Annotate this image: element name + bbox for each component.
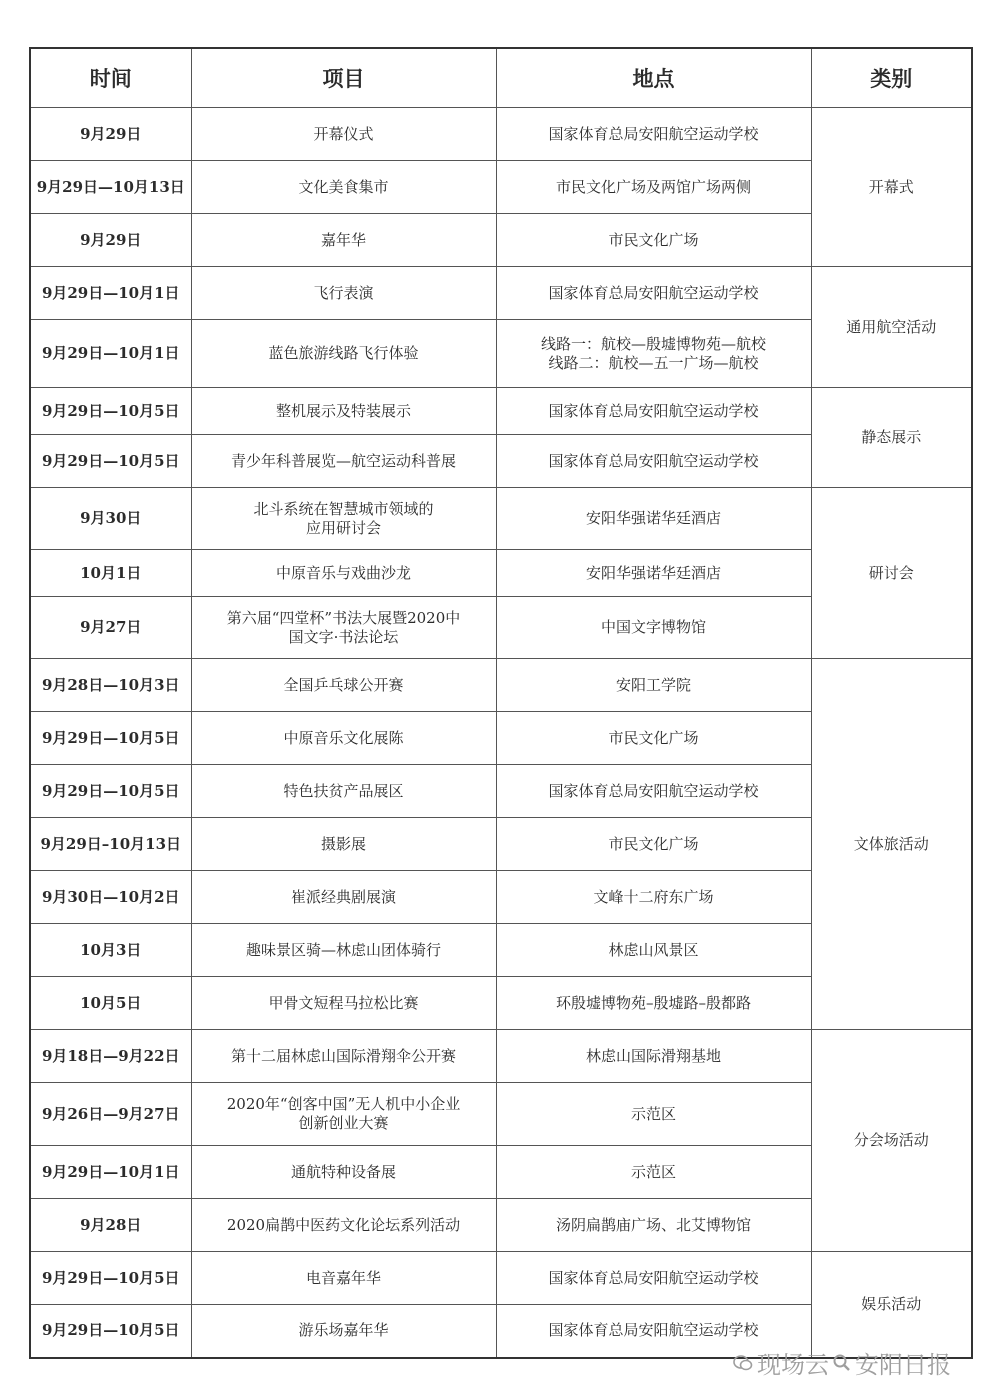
place-cell: 国家体育总局安阳航空运动学校 [496, 765, 811, 818]
place-cell: 国家体育总局安阳航空运动学校 [496, 108, 811, 161]
time-cell: 9月18日—9月22日 [30, 1030, 191, 1083]
time-cell: 9月26日—9月27日 [30, 1083, 191, 1146]
time-cell: 9月29日—10月5日 [30, 1252, 191, 1305]
item-cell: 整机展示及特装展示 [191, 388, 496, 435]
item-cell: 摄影展 [191, 818, 496, 871]
schedule-table [29, 47, 973, 1359]
place-cell: 市民文化广场 [496, 214, 811, 267]
place-cell: 安阳华强诺华廷酒店 [496, 550, 811, 597]
time-cell: 9月29日 [30, 108, 191, 161]
watermark-text-2: 安阳日报 [855, 1351, 951, 1379]
category-cell: 娱乐活动 [811, 1252, 972, 1358]
time-cell: 9月29日—10月1日 [30, 267, 191, 320]
time-cell: 9月29日—10月1日 [30, 320, 191, 388]
time-cell: 9月29日 [30, 214, 191, 267]
watermark-text-1: 现场云 [757, 1351, 829, 1379]
table-row [30, 1252, 972, 1305]
category-cell: 开幕式 [811, 108, 972, 267]
time-cell: 9月30日—10月2日 [30, 871, 191, 924]
item-cell: 北斗系统在智慧城市领域的 应用研讨会 [191, 488, 496, 550]
table-body [30, 108, 972, 1358]
item-cell: 2020年“创客中国”无人机中小企业 创新创业大赛 [191, 1083, 496, 1146]
item-cell: 飞行表演 [191, 267, 496, 320]
item-cell: 文化美食集市 [191, 161, 496, 214]
item-cell: 甲骨文短程马拉松比赛 [191, 977, 496, 1030]
place-cell: 市民文化广场及两馆广场两侧 [496, 161, 811, 214]
header-category: 类别 [811, 48, 972, 108]
category-cell: 研讨会 [811, 488, 972, 659]
item-cell: 崔派经典剧展演 [191, 871, 496, 924]
time-cell: 10月1日 [30, 550, 191, 597]
item-cell: 开幕仪式 [191, 108, 496, 161]
table-row [30, 488, 972, 550]
time-cell: 9月29日—10月5日 [30, 1305, 191, 1358]
place-cell: 示范区 [496, 1146, 811, 1199]
place-cell: 国家体育总局安阳航空运动学校 [496, 1252, 811, 1305]
item-cell: 中原音乐文化展陈 [191, 712, 496, 765]
item-cell: 趣味景区骑—林虑山团体骑行 [191, 924, 496, 977]
place-cell: 林虑山风景区 [496, 924, 811, 977]
item-cell: 第十二届林虑山国际滑翔伞公开赛 [191, 1030, 496, 1083]
place-cell: 国家体育总局安阳航空运动学校 [496, 267, 811, 320]
time-cell: 9月29日—10月5日 [30, 765, 191, 818]
item-cell: 通航特种设备展 [191, 1146, 496, 1199]
place-cell: 安阳工学院 [496, 659, 811, 712]
time-cell: 9月28日 [30, 1199, 191, 1252]
category-cell: 文体旅活动 [811, 659, 972, 1030]
time-cell: 9月29日—10月5日 [30, 712, 191, 765]
place-cell: 线路一：航校—殷墟博物苑—航校 线路二：航校—五一广场—航校 [496, 320, 811, 388]
time-cell: 9月29日—10月5日 [30, 388, 191, 435]
category-cell: 分会场活动 [811, 1030, 972, 1252]
time-cell: 9月27日 [30, 597, 191, 659]
table-row [30, 659, 972, 712]
item-cell: 电音嘉年华 [191, 1252, 496, 1305]
place-cell: 林虑山国际滑翔基地 [496, 1030, 811, 1083]
item-cell: 嘉年华 [191, 214, 496, 267]
category-cell: 静态展示 [811, 388, 972, 488]
header-item: 项目 [191, 48, 496, 108]
time-cell: 9月30日 [30, 488, 191, 550]
header-row [30, 48, 972, 108]
place-cell: 市民文化广场 [496, 712, 811, 765]
item-cell: 全国乒乓球公开赛 [191, 659, 496, 712]
item-cell: 中原音乐与戏曲沙龙 [191, 550, 496, 597]
place-cell: 文峰十二府东广场 [496, 871, 811, 924]
header-time: 时间 [30, 48, 191, 108]
item-cell: 蓝色旅游线路飞行体验 [191, 320, 496, 388]
wechat-icon [733, 1353, 753, 1373]
place-cell: 国家体育总局安阳航空运动学校 [496, 388, 811, 435]
place-cell: 安阳华强诺华廷酒店 [496, 488, 811, 550]
search-icon [832, 1353, 852, 1373]
item-cell: 第六届“四堂杯”书法大展暨2020中 国文字·书法论坛 [191, 597, 496, 659]
time-cell: 10月5日 [30, 977, 191, 1030]
place-cell: 汤阴扁鹊庙广场、北艾博物馆 [496, 1199, 811, 1252]
time-cell: 9月29日—10月5日 [30, 435, 191, 488]
place-cell: 市民文化广场 [496, 818, 811, 871]
table-row [30, 108, 972, 161]
header-place: 地点 [496, 48, 811, 108]
category-cell: 通用航空活动 [811, 267, 972, 388]
time-cell: 10月3日 [30, 924, 191, 977]
table-row [30, 388, 972, 435]
place-cell: 国家体育总局安阳航空运动学校 [496, 435, 811, 488]
place-cell: 中国文字博物馆 [496, 597, 811, 659]
table-row [30, 1030, 972, 1083]
place-cell: 示范区 [496, 1083, 811, 1146]
item-cell: 特色扶贫产品展区 [191, 765, 496, 818]
table-row [30, 267, 972, 320]
time-cell: 9月29日—10月1日 [30, 1146, 191, 1199]
watermark [733, 1345, 951, 1380]
time-cell: 9月28日—10月3日 [30, 659, 191, 712]
item-cell: 游乐场嘉年华 [191, 1305, 496, 1358]
item-cell: 2020扁鹊中医药文化论坛系列活动 [191, 1199, 496, 1252]
place-cell: 环殷墟博物苑–殷墟路–殷都路 [496, 977, 811, 1030]
place-cell: 国家体育总局安阳航空运动学校 [496, 1305, 811, 1358]
time-cell: 9月29日–10月13日 [30, 818, 191, 871]
time-cell: 9月29日—10月13日 [30, 161, 191, 214]
item-cell: 青少年科普展览—航空运动科普展 [191, 435, 496, 488]
